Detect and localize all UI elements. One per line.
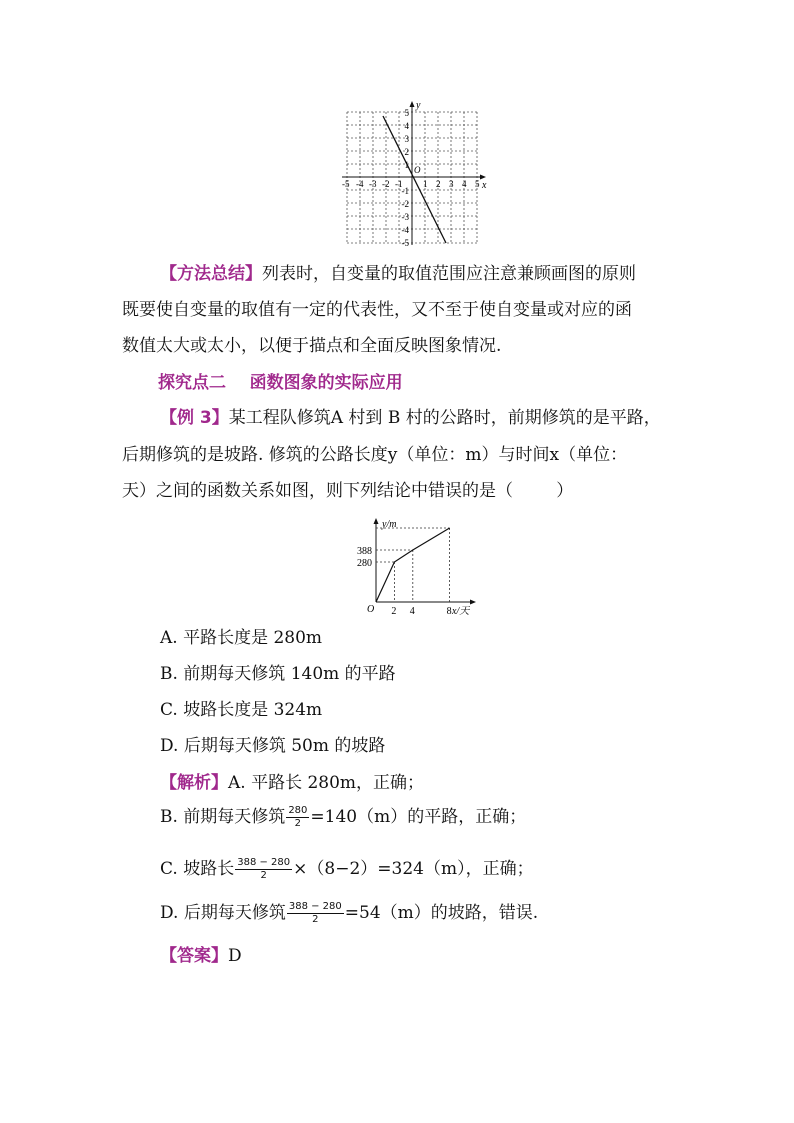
svg-text:-3: -3: [369, 179, 377, 189]
svg-text:3: 3: [449, 179, 454, 189]
svg-text:4: 4: [404, 121, 409, 131]
x-tick-label: 4: [409, 606, 415, 617]
fraction-b: $\frac{280}{2}$: [288, 805, 308, 829]
method-summary-line-3: 数值太大或太小，以便于描点和全面反映图象情况.: [122, 336, 502, 356]
y-axis-label: y/m: [382, 519, 397, 530]
analysis-line-a: 【解析】A. 平路长 280m，正确；: [160, 773, 425, 793]
x-tick-labels: [342, 179, 480, 189]
svg-text:-5: -5: [342, 179, 350, 189]
x-axis-arrow: [480, 175, 486, 180]
y-tick-labels: [402, 108, 410, 248]
svg-text:3: 3: [404, 134, 409, 144]
fraction-d: $\frac{388 - 280}{2}$: [288, 901, 342, 925]
svg-text:2: 2: [404, 147, 409, 157]
answer-value: D: [228, 946, 242, 966]
svg-text:5: 5: [475, 179, 480, 189]
svg-text:-2: -2: [382, 179, 390, 189]
y-axis-arrow: [374, 518, 379, 524]
y-tick-label: 388: [357, 546, 372, 557]
origin-label: O: [367, 604, 375, 615]
option-b: B. 前期每天修筑 140m 的平路: [160, 664, 396, 684]
example-line-1: 【例 3】某工程队修筑A 村到 B 村的公路时，前期修筑的是平路，: [160, 408, 661, 428]
analysis-line-b: B. 前期每天修筑 $\frac{280}{2}$ =140（m）的平路，正确；: [160, 805, 527, 829]
section-title: 探究点二 函数图象的实际应用: [158, 373, 403, 393]
option-a: A. 平路长度是 280m: [160, 628, 323, 648]
example-tag: 【例 3】: [160, 408, 229, 428]
svg-text:-4: -4: [356, 179, 364, 189]
svg-text:4: 4: [462, 179, 467, 189]
svg-text:-5: -5: [401, 238, 409, 248]
origin-label: O: [414, 165, 421, 175]
answer-tag: 【答案】: [160, 946, 228, 966]
svg-text:-3: -3: [401, 212, 409, 222]
svg-text:1: 1: [404, 160, 409, 170]
analysis-tag: 【解析】: [160, 773, 228, 793]
answer-line: [160, 944, 242, 968]
svg-text:-2: -2: [401, 199, 409, 209]
svg-text:-1: -1: [395, 179, 403, 189]
svg-text:5: 5: [404, 108, 409, 118]
svg-text:-4: -4: [401, 225, 409, 235]
svg-text:1: 1: [423, 179, 428, 189]
example-line-2: 后期修筑的是坡路. 修筑的公路长度y（单位：m）与时间x（单位：: [122, 445, 628, 465]
method-summary-line-2: 既要使自变量的取值有一定的代表性，又不至于使自变量或对应的函: [122, 300, 632, 320]
method-summary-line-1: 【方法总结】列表时，自变量的取值范围应注意兼顾画图的原则: [160, 264, 636, 284]
x-tick-label: 2: [391, 606, 397, 617]
x-axis-label: x: [482, 180, 487, 191]
svg-text:-1: -1: [401, 186, 409, 196]
x-axis-arrow: [470, 600, 476, 605]
option-d: D. 后期每天修筑 50m 的坡路: [160, 736, 386, 756]
svg-text:2: 2: [436, 179, 441, 189]
analysis-line-c: C. 坡路长 $\frac{388 - 280}{2}$ ×（8−2）=324（m），正确；: [160, 857, 534, 881]
y-tick-label: 280: [357, 558, 372, 569]
y-axis-label: y: [416, 100, 421, 111]
y-axis-arrow: [410, 101, 415, 107]
x-tick-label: 8: [446, 606, 452, 617]
method-summary-tag: 【方法总结】: [160, 264, 262, 284]
road-length-chart: [352, 514, 484, 620]
example-line-3: 天）之间的函数关系如图，则下列结论中错误的是（ ）: [122, 481, 574, 501]
fraction-c: $\frac{388 - 280}{2}$: [237, 857, 291, 881]
function-graph-1: [338, 100, 490, 248]
option-c: C. 坡路长度是 324m: [160, 700, 323, 720]
x-axis-label: x/天: [452, 606, 470, 617]
analysis-line-d: D. 后期每天修筑 $\frac{388 - 280}{2}$ =54（m）的坡路，错误.: [160, 901, 539, 925]
